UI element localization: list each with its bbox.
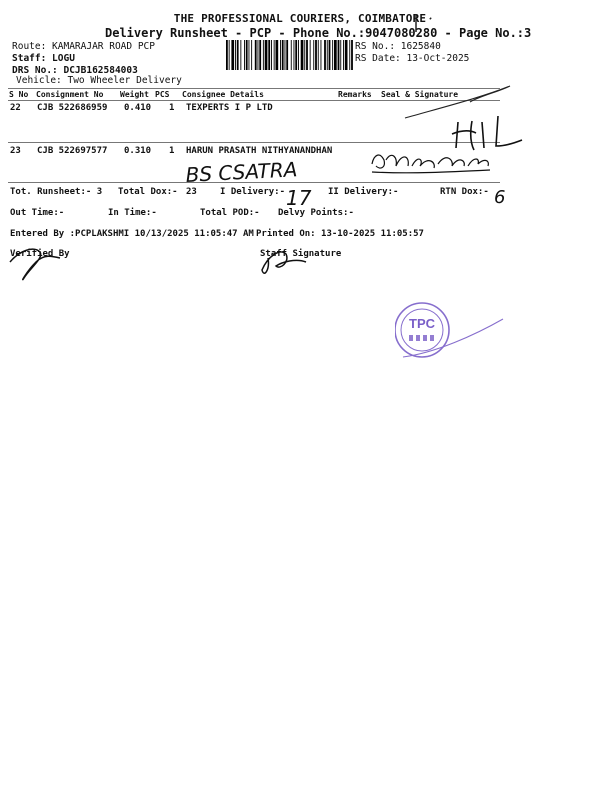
row-23-pcs: 1 xyxy=(169,146,175,156)
rs-date: RS Date: 13-Oct-2025 xyxy=(355,53,470,64)
i-delivery-handwritten-value: 17 xyxy=(286,186,312,210)
col-header-sno: S No xyxy=(9,90,29,99)
total-dox-value: 23 xyxy=(186,187,197,197)
row-22-handwritten-signature xyxy=(452,116,522,150)
delvy-points-label: Delvy Points:- xyxy=(278,208,354,218)
verified-by-label: Verified By xyxy=(10,249,70,259)
in-time-label: In Time:- xyxy=(108,208,157,218)
entered-by: Entered By :PCPLAKSHMI 10/13/2025 11:05:47 AM xyxy=(10,229,254,239)
row-23-consignee: HARUN PRASATH NITHYANANDHAN xyxy=(186,146,333,156)
route-label: Route: KAMARAJAR ROAD PCP xyxy=(12,41,155,52)
i-delivery-label: I Delivery:- xyxy=(220,187,286,197)
row-22-pcs: 1 xyxy=(169,103,175,113)
row-22-consignment: CJB 522686959 xyxy=(37,103,108,113)
row-22-sno: 22 xyxy=(10,103,21,113)
col-header-weight: Weight xyxy=(120,90,149,99)
col-header-consignment: Consignment No xyxy=(36,90,104,99)
row-22-weight: 0.410 xyxy=(124,103,152,113)
ii-delivery-label: II Delivery:- xyxy=(328,187,399,197)
printed-on: Printed On: 13-10-2025 11:05:57 xyxy=(256,229,424,239)
total-dox-label: Total Dox:- xyxy=(118,187,178,197)
verified-by-signature xyxy=(10,249,60,279)
drs-number: DRS No.: DCJB162584003 xyxy=(12,65,138,76)
runsheet-subtitle: Delivery Runsheet - PCP - Phone No.:9047080280 - Page No.:3 xyxy=(105,26,532,40)
vehicle-label: Vehicle: Two Wheeler Delivery xyxy=(16,75,182,86)
row-23-weight: 0.310 xyxy=(124,146,152,156)
rtn-dox-handwritten-value: 6 xyxy=(494,187,506,208)
col-header-seal-signature: Seal & Signature xyxy=(381,90,459,99)
rs-number: RS No.: 1625840 xyxy=(355,41,441,52)
staff-signature-label: Staff Signature xyxy=(260,249,342,259)
total-pod-label: Total POD:- xyxy=(200,208,260,218)
out-time-label: Out Time:- xyxy=(10,208,65,218)
seal-column-stroke xyxy=(405,86,510,118)
stamp-text: TPC xyxy=(409,316,435,331)
col-header-pcs: PCS xyxy=(155,90,170,99)
row-23-sno: 23 xyxy=(10,146,21,156)
staff-label: Staff: LOGU xyxy=(12,53,75,64)
row-23-consignment: CJB 522697577 xyxy=(37,146,108,156)
rtn-dox-label: RTN Dox:- xyxy=(440,187,489,197)
col-header-remarks: Remarks xyxy=(338,90,372,99)
row-23-handwritten-signature xyxy=(372,155,490,173)
row-22-consignee: TEXPERTS I P LTD xyxy=(186,103,273,113)
top-dot-mark xyxy=(430,18,431,19)
tot-runsheet: Tot. Runsheet:- 3 xyxy=(10,187,103,197)
company-stamp xyxy=(395,295,505,375)
row-23-handwritten-name: BS CSATRA xyxy=(185,157,298,187)
col-header-consignee: Consignee Details xyxy=(182,90,264,99)
staff-signature-scribble xyxy=(262,252,306,273)
company-title: THE PROFESSIONAL COURIERS, COIMBATORE xyxy=(173,12,427,25)
